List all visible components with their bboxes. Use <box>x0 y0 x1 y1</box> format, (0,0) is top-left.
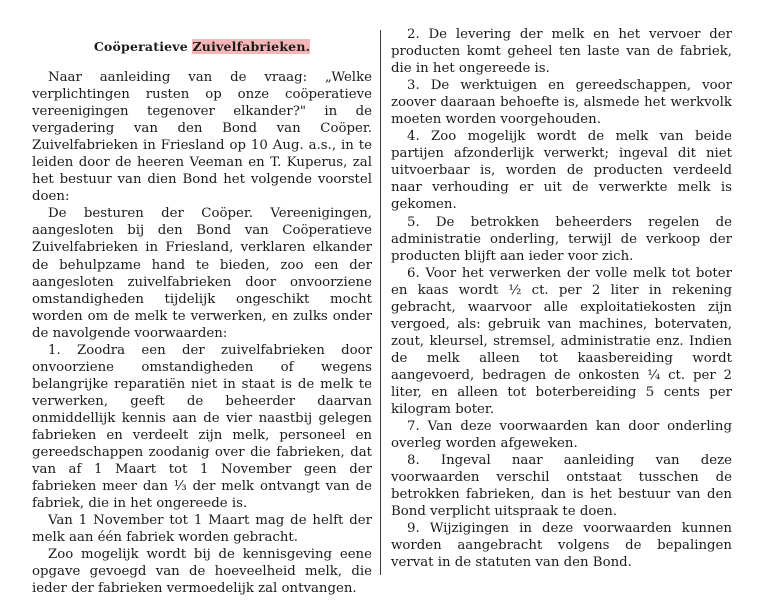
right-paragraph-condition-5: 5. De betrokken beheerders regelen de administratie onderling, terwijl de verkoop der producten blijft aan ieder voor zich. <box>391 214 732 264</box>
right-paragraph-condition-8: 8. Ingeval naar aanleiding van deze voorwaarden verschil ontstaat tusschen de betrokken fabrieken, dan is het bestuur van den Bond verplicht uitspraak te doen. <box>391 453 732 520</box>
right-column <box>391 26 732 572</box>
right-paragraph-condition-2: 2. De levering der melk en het vervoer der producten komt geheel ten laste van de fabriek, die in het ongereede is. <box>391 27 732 77</box>
left-column <box>32 26 372 597</box>
right-paragraph-condition-9: 9. Wijzigingen in deze voorwaarden kunnen worden aangebracht volgens de bepalingen vervat in de statuten van den Bond. <box>391 521 732 571</box>
left-paragraph-condition-1: 1. Zoodra een der zuivelfabrieken door onvoorziene omstandigheden of wegens belangrijke reparatiën niet in staat is de melk te verwerken, geeft de beheerder daarvan onmiddellijk kennis aan de vier naastbij gelegen fabrieken en verdeelt zijn melk, personeel en gereedschappen zoodanig over die fabrieken, dat van af 1 Maart tot 1 November geen der fabrieken meer dan ⅓ der melk ontvangt van de fabriek, die in het ongereede is. <box>32 342 372 512</box>
right-paragraph-condition-3: 3. De werktuigen en gereedschappen, voor zoover daaraan behoefte is, alsmede het werkvolk moeten worden voorgehouden. <box>391 78 732 128</box>
left-paragraph-proposal: De besturen der Coöper. Vereenigingen, aangesloten bij den Bond van Coöperatieve Zuivelfabrieken in Friesland, verklaren elkander de behulpzame hand te bieden, zoo een der aangesloten zuivelfabrieken door onvoorziene omstandigheden tijdelijk ongeschikt mocht worden om de melk te verwerken, en zulks onder de navolgende voorwaarden: <box>32 206 372 341</box>
article-title <box>32 38 372 55</box>
left-paragraph-intro: Naar aanleiding van de vraag: „Welke verplichtingen rusten op onze coöperatieve vereenigingen tegenover elkander?" in de vergadering van den Bond van Coöper. Zuivelfabrieken in Friesland op 10 Aug. a.s., in te leiden door de heeren Veeman en T. Kuperus, zal het bestuur van dien Bond het volgende voorstel doen: <box>32 70 372 205</box>
right-paragraph-condition-7: 7. Van deze voorwaarden kan door onderling overleg worden afgeweken. <box>391 419 732 452</box>
left-paragraph-notice: Zoo mogelijk wordt bij de kennisgeving eene opgave gevoegd van de hoeveelheid melk, die ieder der fabrieken vermoedelijk zal ontvangen. <box>32 547 372 597</box>
article-title-prefix: Coöperatieve <box>93 39 193 54</box>
right-paragraph-condition-4: 4. Zoo mogelijk wordt de melk van beide partijen afzonderlijk verwerkt; ingeval dit niet uitvoerbaar is, worden de producten verdeeld naar verhouding er uit de verwerkte melk is gekomen. <box>391 129 732 213</box>
article-title-highlight: Zuivelfabrieken. <box>192 39 311 54</box>
left-paragraph-winter: Van 1 November tot 1 Maart mag de helft der melk aan één fabriek worden gebracht. <box>32 513 372 546</box>
column-divider <box>380 30 381 575</box>
right-paragraph-condition-6: 6. Voor het verwerken der volle melk tot boter en kaas wordt ½ ct. per 2 liter in rekening gebracht, waarvoor alle exploitatiekosten zijn vergoed, als: gebruik van machines, botervaten, zout, kleursel, stremsel, administratie enz. Indien de melk alleen tot kaasbereiding wordt aangevoerd, bedragen de onkosten ¼ ct. per 2 liter, en alleen tot boterbereiding 5 cents per kilogram boter. <box>391 265 732 418</box>
